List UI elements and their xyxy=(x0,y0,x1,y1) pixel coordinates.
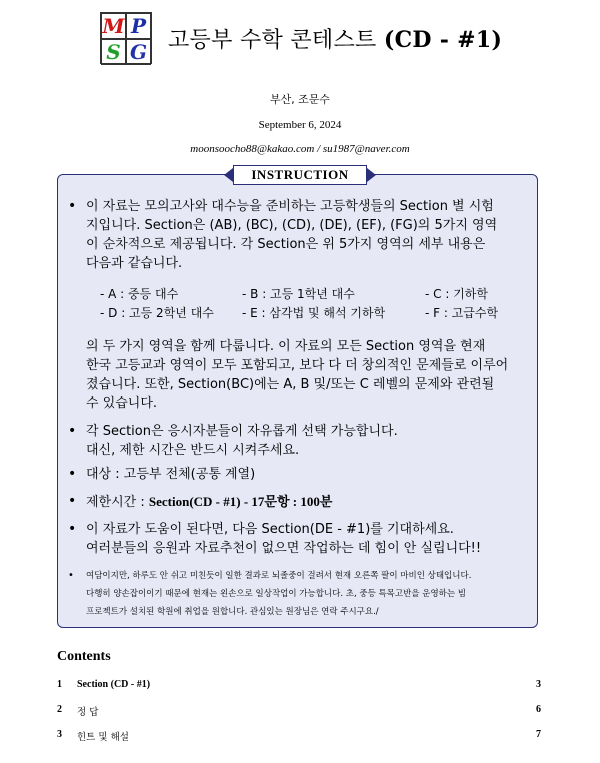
para-line: 졌습니다. 또한, Section(BC)에는 A, B 및/또는 C 레벨의 문제와 관련될 xyxy=(86,377,495,392)
next-line: 이 자료가 도움이 된다면, 다음 Section(DE - #1)를 기대하세요. xyxy=(86,522,454,537)
time-line: 제한시간 : Section(CD - #1) - 17문항 : 100분 xyxy=(86,494,333,510)
logo-letter-p: P xyxy=(126,13,151,39)
bullet-icon: • xyxy=(68,198,77,214)
toc-number: 1 xyxy=(57,679,62,690)
para-line: 의 두 가지 영역을 함께 다룹니다. 이 자료의 모든 Section 영역을 현재 xyxy=(86,339,486,354)
target-line: 대상 : 고등부 전체(공통 계열) xyxy=(86,467,256,482)
bullet-icon: • xyxy=(68,521,77,537)
area-f: - F : 고급수학 xyxy=(425,306,499,320)
area-e: - E : 삼각법 및 해석 기하학 xyxy=(242,306,386,320)
intro-line: 이 순차적으로 제공됩니다. 각 Section은 위 5가지 영역의 세부 내용은 xyxy=(86,237,486,252)
intro-line: 이 자료는 모의고사와 대수능을 준비하는 고등학생들의 Section 별 시험 xyxy=(86,199,494,214)
document-title: 고등부 수학 콘테스트 (CD - #1) xyxy=(168,26,503,53)
logo-letter-g: G xyxy=(126,39,151,65)
intro-line: 다음과 같습니다. xyxy=(86,256,183,271)
toc-page: 7 xyxy=(536,729,541,740)
contact-emails: moonsoocho88@kakao.com / su1987@naver.com xyxy=(190,143,410,155)
toc-number: 3 xyxy=(57,729,62,740)
toc-label: 정 답 xyxy=(77,707,99,718)
date: September 6, 2024 xyxy=(258,119,342,131)
note-line: 여담이지만, 하루도 안 쉬고 미친듯이 일한 결과로 뇌졸중이 걸려서 현재 오른쪽 팔이 마비인 상태입니다. xyxy=(86,571,472,581)
logo-letter-m: M xyxy=(102,14,125,38)
toc-page: 3 xyxy=(536,679,541,690)
area-b: - B : 고등 1학년 대수 xyxy=(242,287,355,301)
toc-page: 6 xyxy=(536,704,541,715)
select-line: 각 Section은 응시자분들이 자유롭게 선택 가능합니다. xyxy=(86,424,398,439)
toc-number: 2 xyxy=(57,704,62,715)
note-line: 다행히 양손잡이이기 때문에 현재는 왼손으로 일상작업이 가능합니다. 초, 중등 특목고반을 운영하는 빔 xyxy=(86,589,466,599)
toc-label: Section (CD - #1) xyxy=(77,679,151,690)
instruction-label: INSTRUCTION xyxy=(233,165,367,185)
bullet-icon: • xyxy=(68,466,77,482)
bullet-icon: • xyxy=(68,423,77,439)
toc-label: 힌트 및 해설 xyxy=(77,732,129,743)
para-line: 한국 고등교과 영역이 모두 포함되고, 보다 다 더 창의적인 문제들로 이루어 xyxy=(86,358,509,373)
area-a: - A : 중등 대수 xyxy=(100,287,179,301)
select-line: 대신, 제한 시간은 반드시 시켜주세요. xyxy=(86,443,300,458)
area-d: - D : 고등 2학년 대수 xyxy=(100,306,214,320)
bullet-icon: • xyxy=(68,570,74,581)
mpsg-logo xyxy=(100,12,152,64)
next-line: 여러분들의 응원과 자료추천이 없으면 작업하는 데 힘이 안 실립니다!! xyxy=(86,541,482,556)
contents-heading: Contents xyxy=(57,649,111,664)
note-line: 프로젝트가 설치된 학원에 취업을 원합니다. 관심있는 원장님은 연락 주시구요./ xyxy=(86,607,379,617)
intro-line: 지입니다. Section은 (AB), (BC), (CD), (DE), (EF), (FG)의 5가지 영역 xyxy=(86,218,498,233)
author: 부산, 조문수 xyxy=(269,93,331,106)
logo-letter-s: S xyxy=(101,39,126,65)
para-line: 수 있습니다. xyxy=(86,396,158,411)
bullet-icon: • xyxy=(68,493,77,509)
area-c: - C : 기하학 xyxy=(425,287,488,301)
document-header xyxy=(100,12,502,64)
